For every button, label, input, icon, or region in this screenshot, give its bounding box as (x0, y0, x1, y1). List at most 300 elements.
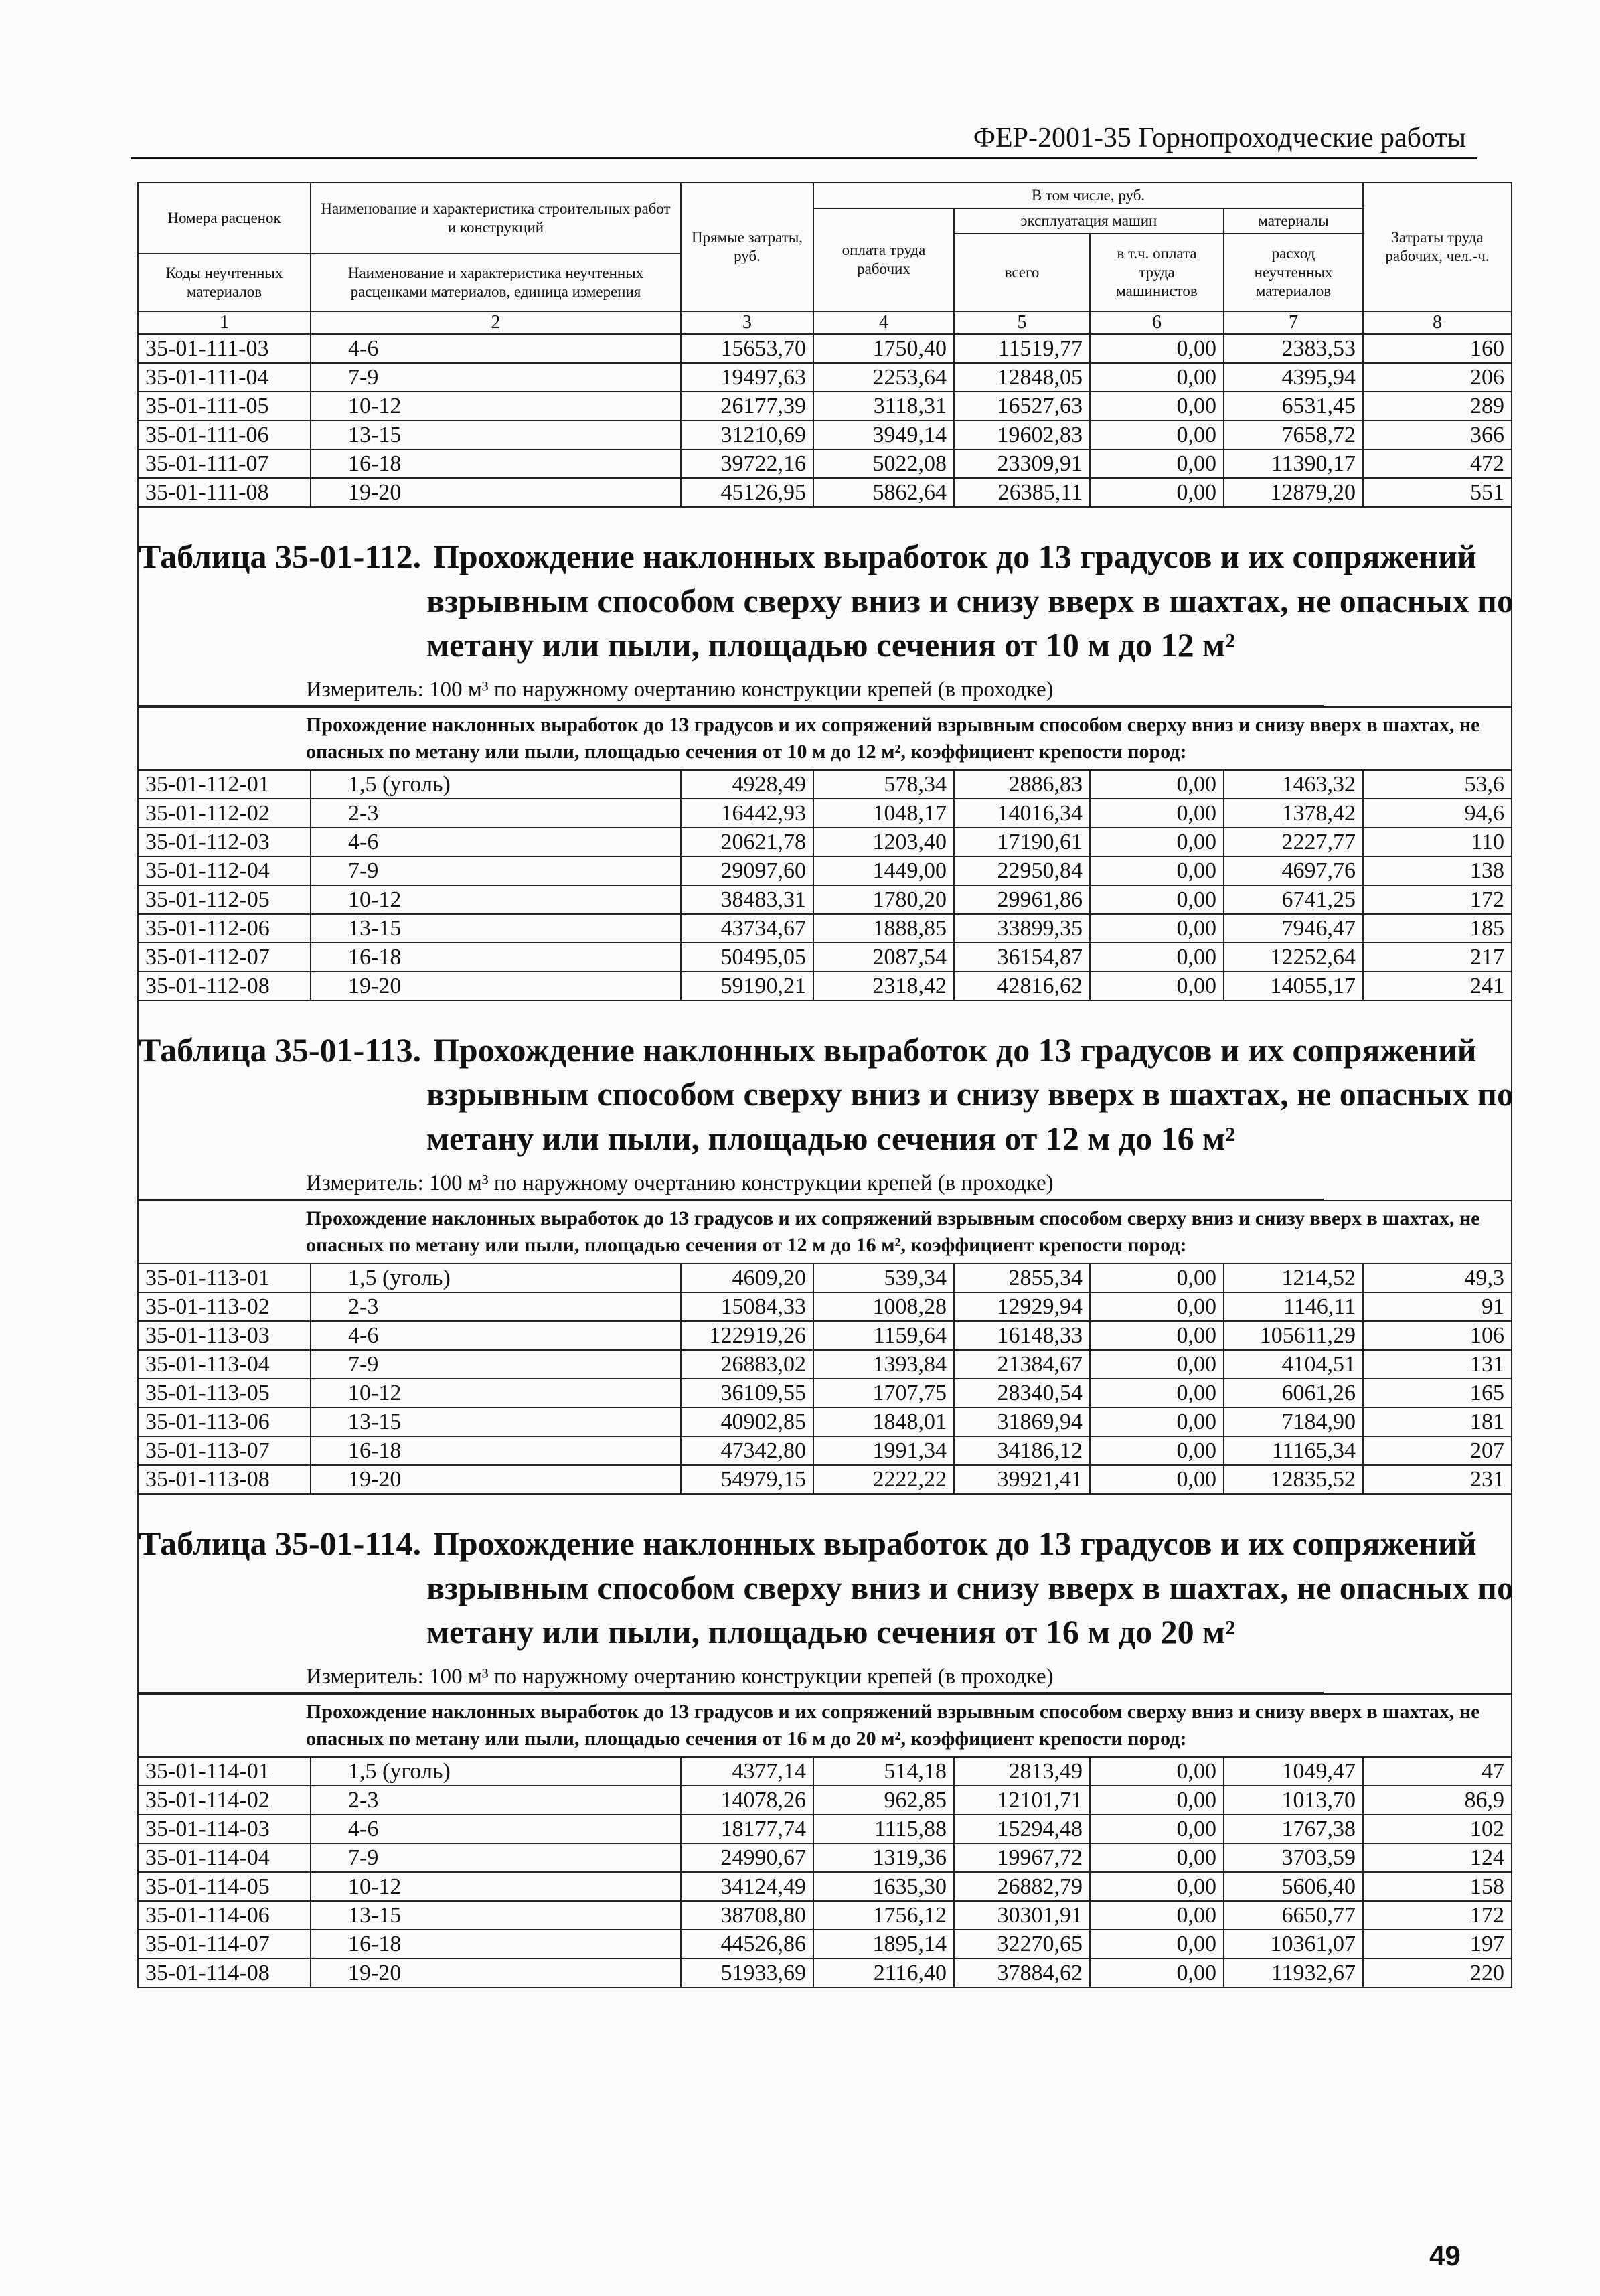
header-rasc-nums: Номера расценок (138, 183, 311, 254)
direct-costs-cell: 34124,49 (681, 1872, 813, 1901)
direct-costs-cell: 26883,02 (681, 1350, 813, 1379)
rate-code-cell: 35-01-111-08 (138, 478, 311, 507)
machines-pay-cell: 0,00 (1090, 1815, 1224, 1843)
machines-total-cell: 32270,65 (954, 1930, 1090, 1959)
pay-workers-cell: 539,34 (813, 1264, 954, 1292)
table-row (138, 856, 1512, 885)
machines-total-cell: 15294,48 (954, 1815, 1090, 1843)
direct-costs-cell: 20621,78 (681, 828, 813, 856)
rate-code-cell: 35-01-111-05 (138, 392, 311, 420)
machines-total-cell: 12848,05 (954, 363, 1090, 392)
title-line-1: Прохождение наклонных выработок до 13 градусов и их сопряжений (433, 1525, 1477, 1562)
section-description: Прохождение наклонных выработок до 13 градусов и их сопряжений взрывным способом сверху вниз и снизу вверх в шахтах, не опасных по метану или пыли, площадью сечения от 10 м до 12 м², коэффициент крепости пород: (138, 707, 1512, 770)
header-name-works: Наименование и характеристика строительных работ и конструкций (311, 183, 681, 254)
machines-pay-cell: 0,00 (1090, 1264, 1224, 1292)
work-name-cell: 2-3 (311, 1786, 681, 1815)
pay-workers-cell: 1635,30 (813, 1872, 954, 1901)
materials-cell: 1378,42 (1224, 799, 1363, 828)
machines-pay-cell: 0,00 (1090, 1379, 1224, 1407)
table-row (138, 363, 1512, 392)
labor-cell: 241 (1363, 972, 1512, 1000)
header-machines-incl: в т.ч. оплата труда машинистов (1090, 234, 1224, 311)
machines-pay-cell: 0,00 (1090, 856, 1224, 885)
direct-costs-cell: 51933,69 (681, 1959, 813, 1987)
machines-total-cell: 19967,72 (954, 1843, 1090, 1872)
labor-cell: 172 (1363, 885, 1512, 914)
description-row (138, 707, 1512, 770)
machines-pay-cell: 0,00 (1090, 828, 1224, 856)
pay-workers-cell: 2116,40 (813, 1959, 954, 1987)
page-number: 49 (1429, 2240, 1461, 2271)
header-incl: В том числе, руб. (813, 183, 1363, 208)
materials-cell: 14055,17 (1224, 972, 1363, 1000)
work-name-cell: 16-18 (311, 1930, 681, 1959)
materials-cell: 3703,59 (1224, 1843, 1363, 1872)
work-name-cell: 7-9 (311, 363, 681, 392)
rate-code-cell: 35-01-113-01 (138, 1264, 311, 1292)
work-name-cell: 4-6 (311, 1321, 681, 1350)
direct-costs-cell: 43734,67 (681, 914, 813, 943)
work-name-cell: 2-3 (311, 1292, 681, 1321)
title-line-1: Прохождение наклонных выработок до 13 градусов и их сопряжений (433, 1031, 1477, 1069)
rate-code-cell: 35-01-113-05 (138, 1379, 311, 1407)
labor-cell: 160 (1363, 334, 1512, 363)
rate-code-cell: 35-01-111-06 (138, 420, 311, 449)
header-materials-sub: расход неучтенных материалов (1224, 234, 1363, 311)
materials-cell: 7184,90 (1224, 1407, 1363, 1436)
machines-total-cell: 22950,84 (954, 856, 1090, 885)
labor-cell: 49,3 (1363, 1264, 1512, 1292)
labor-cell: 53,6 (1363, 770, 1512, 799)
direct-costs-cell: 54979,15 (681, 1465, 813, 1494)
materials-cell: 105611,29 (1224, 1321, 1363, 1350)
measure-unit: Измеритель: 100 м³ по наружному очертанию конструкции крепей (в проходке) (139, 1665, 1324, 1693)
column-number-row (138, 311, 1512, 334)
direct-costs-cell: 15084,33 (681, 1292, 813, 1321)
work-name-cell: 13-15 (311, 1901, 681, 1930)
table-row (138, 392, 1512, 420)
table-body (138, 334, 1512, 1987)
table-row (138, 334, 1512, 363)
labor-cell: 131 (1363, 1350, 1512, 1379)
labor-cell: 289 (1363, 392, 1512, 420)
machines-pay-cell: 0,00 (1090, 1321, 1224, 1350)
machines-pay-cell: 0,00 (1090, 1407, 1224, 1436)
rate-code-cell: 35-01-111-03 (138, 334, 311, 363)
machines-pay-cell: 0,00 (1090, 1930, 1224, 1959)
machines-pay-cell: 0,00 (1090, 449, 1224, 478)
direct-costs-cell: 18177,74 (681, 1815, 813, 1843)
pay-workers-cell: 1780,20 (813, 885, 954, 914)
labor-cell: 217 (1363, 943, 1512, 972)
table-row (138, 1379, 1512, 1407)
table-header (138, 183, 1512, 334)
pay-workers-cell: 1203,40 (813, 828, 954, 856)
labor-cell: 172 (1363, 1901, 1512, 1930)
rate-code-cell: 35-01-114-05 (138, 1872, 311, 1901)
machines-total-cell: 11519,77 (954, 334, 1090, 363)
description-row (138, 1201, 1512, 1264)
machines-pay-cell: 0,00 (1090, 1465, 1224, 1494)
work-name-cell: 10-12 (311, 1379, 681, 1407)
direct-costs-cell: 50495,05 (681, 943, 813, 972)
machines-total-cell: 30301,91 (954, 1901, 1090, 1930)
direct-costs-cell: 31210,69 (681, 420, 813, 449)
labor-cell: 181 (1363, 1407, 1512, 1436)
rate-code-cell: 35-01-112-03 (138, 828, 311, 856)
title-line-2: взрывным способом сверху вниз и снизу вверх в шахтах, не опасных по (426, 582, 1514, 619)
work-name-cell: 13-15 (311, 1407, 681, 1436)
table-row (138, 1843, 1512, 1872)
labor-cell: 165 (1363, 1379, 1512, 1407)
table-row (138, 972, 1512, 1000)
work-name-cell: 13-15 (311, 420, 681, 449)
rate-code-cell: 35-01-113-02 (138, 1292, 311, 1321)
table-section-title (138, 1000, 1512, 1201)
work-name-cell: 16-18 (311, 943, 681, 972)
pay-workers-cell: 1888,85 (813, 914, 954, 943)
section-title (139, 1521, 1514, 1654)
pay-workers-cell: 514,18 (813, 1757, 954, 1786)
direct-costs-cell: 4928,49 (681, 770, 813, 799)
work-name-cell: 4-6 (311, 1815, 681, 1843)
labor-cell: 110 (1363, 828, 1512, 856)
section-description: Прохождение наклонных выработок до 13 градусов и их сопряжений взрывным способом сверху вниз и снизу вверх в шахтах, не опасных по метану или пыли, площадью сечения от 12 м до 16 м², коэффициент крепости пород: (138, 1201, 1512, 1264)
rate-code-cell: 35-01-112-01 (138, 770, 311, 799)
work-name-cell: 19-20 (311, 972, 681, 1000)
materials-cell: 4104,51 (1224, 1350, 1363, 1379)
column-number: 1 (138, 311, 311, 334)
pay-workers-cell: 3949,14 (813, 420, 954, 449)
machines-total-cell: 26385,11 (954, 478, 1090, 507)
labor-cell: 207 (1363, 1436, 1512, 1465)
materials-cell: 12252,64 (1224, 943, 1363, 972)
direct-costs-cell: 40902,85 (681, 1407, 813, 1436)
machines-total-cell: 16527,63 (954, 392, 1090, 420)
direct-costs-cell: 15653,70 (681, 334, 813, 363)
labor-cell: 91 (1363, 1292, 1512, 1321)
rate-code-cell: 35-01-111-04 (138, 363, 311, 392)
machines-pay-cell: 0,00 (1090, 770, 1224, 799)
section-heading-cell (138, 507, 1512, 707)
machines-total-cell: 12929,94 (954, 1292, 1090, 1321)
materials-cell: 7658,72 (1224, 420, 1363, 449)
table-row (138, 1815, 1512, 1843)
pay-workers-cell: 1756,12 (813, 1901, 954, 1930)
machines-pay-cell: 0,00 (1090, 1757, 1224, 1786)
rate-code-cell: 35-01-111-07 (138, 449, 311, 478)
materials-cell: 6061,26 (1224, 1379, 1363, 1407)
materials-cell: 7946,47 (1224, 914, 1363, 943)
materials-cell: 4395,94 (1224, 363, 1363, 392)
labor-cell: 551 (1363, 478, 1512, 507)
machines-pay-cell: 0,00 (1090, 363, 1224, 392)
rate-code-cell: 35-01-114-07 (138, 1930, 311, 1959)
header-direct-costs: Прямые затраты, руб. (681, 183, 813, 311)
pay-workers-cell: 1991,34 (813, 1436, 954, 1465)
work-name-cell: 10-12 (311, 392, 681, 420)
section-title (139, 534, 1514, 667)
labor-cell: 47 (1363, 1757, 1512, 1786)
table-section-title (138, 507, 1512, 707)
title-line-3: метану или пыли, площадью сечения от 12 м до 16 м² (426, 1120, 1236, 1157)
direct-costs-cell: 16442,93 (681, 799, 813, 828)
table-row (138, 478, 1512, 507)
pay-workers-cell: 1750,40 (813, 334, 954, 363)
direct-costs-cell: 24990,67 (681, 1843, 813, 1872)
materials-cell: 11390,17 (1224, 449, 1363, 478)
table-row (138, 943, 1512, 972)
direct-costs-cell: 44526,86 (681, 1930, 813, 1959)
work-name-cell: 1,5 (уголь) (311, 1757, 681, 1786)
direct-costs-cell: 4377,14 (681, 1757, 813, 1786)
table-row (138, 799, 1512, 828)
rate-code-cell: 35-01-112-06 (138, 914, 311, 943)
table-row (138, 1930, 1512, 1959)
table-row (138, 1872, 1512, 1901)
direct-costs-cell: 4609,20 (681, 1264, 813, 1292)
machines-total-cell: 16148,33 (954, 1321, 1090, 1350)
table-row (138, 449, 1512, 478)
rate-code-cell: 35-01-112-02 (138, 799, 311, 828)
column-number: 8 (1363, 311, 1512, 334)
table-row (138, 1407, 1512, 1436)
rate-code-cell: 35-01-114-03 (138, 1815, 311, 1843)
labor-cell: 94,6 (1363, 799, 1512, 828)
pay-workers-cell: 2318,42 (813, 972, 954, 1000)
pay-workers-cell: 1393,84 (813, 1350, 954, 1379)
rate-code-cell: 35-01-114-04 (138, 1843, 311, 1872)
machines-total-cell: 36154,87 (954, 943, 1090, 972)
labor-cell: 86,9 (1363, 1786, 1512, 1815)
labor-cell: 102 (1363, 1815, 1512, 1843)
direct-costs-cell: 38708,80 (681, 1901, 813, 1930)
rate-code-cell: 35-01-113-07 (138, 1436, 311, 1465)
labor-cell: 472 (1363, 449, 1512, 478)
table-row (138, 1321, 1512, 1350)
section-description: Прохождение наклонных выработок до 13 градусов и их сопряжений взрывным способом сверху вниз и снизу вверх в шахтах, не опасных по метану или пыли, площадью сечения от 16 м до 20 м², коэффициент крепости пород: (138, 1694, 1512, 1757)
description-row (138, 1694, 1512, 1757)
work-name-cell: 1,5 (уголь) (311, 1264, 681, 1292)
table-number: Таблица 35-01-112. (139, 538, 422, 575)
materials-cell: 11932,67 (1224, 1959, 1363, 1987)
labor-cell: 366 (1363, 420, 1512, 449)
machines-total-cell: 2813,49 (954, 1757, 1090, 1786)
work-name-cell: 7-9 (311, 856, 681, 885)
machines-total-cell: 39921,41 (954, 1465, 1090, 1494)
materials-cell: 4697,76 (1224, 856, 1363, 885)
table-row (138, 1264, 1512, 1292)
materials-cell: 1463,32 (1224, 770, 1363, 799)
direct-costs-cell: 45126,95 (681, 478, 813, 507)
pay-workers-cell: 2253,64 (813, 363, 954, 392)
table-row (138, 1901, 1512, 1930)
table-row (138, 914, 1512, 943)
header-labor: Затраты труда рабочих, чел.-ч. (1363, 183, 1512, 311)
work-name-cell: 16-18 (311, 1436, 681, 1465)
materials-cell: 6650,77 (1224, 1901, 1363, 1930)
rate-code-cell: 35-01-113-08 (138, 1465, 311, 1494)
machines-pay-cell: 0,00 (1090, 972, 1224, 1000)
machines-total-cell: 14016,34 (954, 799, 1090, 828)
labor-cell: 197 (1363, 1930, 1512, 1959)
column-number: 6 (1090, 311, 1224, 334)
work-name-cell: 4-6 (311, 828, 681, 856)
work-name-cell: 1,5 (уголь) (311, 770, 681, 799)
materials-cell: 1214,52 (1224, 1264, 1363, 1292)
labor-cell: 106 (1363, 1321, 1512, 1350)
labor-cell: 206 (1363, 363, 1512, 392)
machines-pay-cell: 0,00 (1090, 914, 1224, 943)
table-row (138, 420, 1512, 449)
work-name-cell: 19-20 (311, 1465, 681, 1494)
machines-total-cell: 34186,12 (954, 1436, 1090, 1465)
machines-total-cell: 28340,54 (954, 1379, 1090, 1407)
materials-cell: 6741,25 (1224, 885, 1363, 914)
direct-costs-cell: 26177,39 (681, 392, 813, 420)
table-row (138, 1959, 1512, 1987)
pay-workers-cell: 5862,64 (813, 478, 954, 507)
labor-cell: 124 (1363, 1843, 1512, 1872)
table-row (138, 1786, 1512, 1815)
machines-total-cell: 29961,86 (954, 885, 1090, 914)
section-heading-cell (138, 1494, 1512, 1694)
work-name-cell: 10-12 (311, 885, 681, 914)
header-materials: материалы (1224, 208, 1363, 234)
table-row (138, 1292, 1512, 1321)
pay-workers-cell: 1048,17 (813, 799, 954, 828)
direct-costs-cell: 29097,60 (681, 856, 813, 885)
work-name-cell: 7-9 (311, 1350, 681, 1379)
work-name-cell: 10-12 (311, 1872, 681, 1901)
table-number: Таблица 35-01-114. (139, 1525, 422, 1562)
table-number: Таблица 35-01-113. (139, 1031, 422, 1069)
machines-total-cell: 2886,83 (954, 770, 1090, 799)
materials-cell: 10361,07 (1224, 1930, 1363, 1959)
materials-cell: 6531,45 (1224, 392, 1363, 420)
materials-cell: 12879,20 (1224, 478, 1363, 507)
machines-pay-cell: 0,00 (1090, 392, 1224, 420)
labor-cell: 220 (1363, 1959, 1512, 1987)
column-number: 7 (1224, 311, 1363, 334)
table-row (138, 885, 1512, 914)
direct-costs-cell: 39722,16 (681, 449, 813, 478)
pay-workers-cell: 1008,28 (813, 1292, 954, 1321)
rate-code-cell: 35-01-113-06 (138, 1407, 311, 1436)
header-name-materials: Наименование и характеристика неучтенных расценками материалов, единица измерения (311, 254, 681, 311)
machines-pay-cell: 0,00 (1090, 1292, 1224, 1321)
title-line-2: взрывным способом сверху вниз и снизу вверх в шахтах, не опасных по (426, 1075, 1514, 1113)
title-line-2: взрывным способом сверху вниз и снизу вверх в шахтах, не опасных по (426, 1569, 1514, 1606)
machines-total-cell: 33899,35 (954, 914, 1090, 943)
pay-workers-cell: 1895,14 (813, 1930, 954, 1959)
column-number: 3 (681, 311, 813, 334)
work-name-cell: 2-3 (311, 799, 681, 828)
work-name-cell: 4-6 (311, 334, 681, 363)
table-row (138, 828, 1512, 856)
materials-cell: 2383,53 (1224, 334, 1363, 363)
rate-code-cell: 35-01-114-06 (138, 1901, 311, 1930)
pay-workers-cell: 2087,54 (813, 943, 954, 972)
title-line-1: Прохождение наклонных выработок до 13 градусов и их сопряжений (433, 538, 1477, 575)
machines-total-cell: 21384,67 (954, 1350, 1090, 1379)
direct-costs-cell: 38483,31 (681, 885, 813, 914)
rate-code-cell: 35-01-112-05 (138, 885, 311, 914)
machines-pay-cell: 0,00 (1090, 1843, 1224, 1872)
measure-unit: Измеритель: 100 м³ по наружному очертанию конструкции крепей (в проходке) (139, 1171, 1324, 1200)
pay-workers-cell: 3118,31 (813, 392, 954, 420)
table-row (138, 1436, 1512, 1465)
labor-cell: 185 (1363, 914, 1512, 943)
pay-workers-cell: 1159,64 (813, 1321, 954, 1350)
machines-total-cell: 12101,71 (954, 1786, 1090, 1815)
materials-cell: 1049,47 (1224, 1757, 1363, 1786)
header-machines: эксплуатация машин (954, 208, 1224, 234)
machines-total-cell: 42816,62 (954, 972, 1090, 1000)
rate-code-cell: 35-01-113-03 (138, 1321, 311, 1350)
machines-pay-cell: 0,00 (1090, 1350, 1224, 1379)
materials-cell: 2227,77 (1224, 828, 1363, 856)
work-name-cell: 16-18 (311, 449, 681, 478)
direct-costs-cell: 59190,21 (681, 972, 813, 1000)
column-number: 2 (311, 311, 681, 334)
materials-cell: 1767,38 (1224, 1815, 1363, 1843)
machines-total-cell: 19602,83 (954, 420, 1090, 449)
pay-workers-cell: 2222,22 (813, 1465, 954, 1494)
machines-total-cell: 17190,61 (954, 828, 1090, 856)
direct-costs-cell: 122919,26 (681, 1321, 813, 1350)
machines-pay-cell: 0,00 (1090, 1959, 1224, 1987)
pay-workers-cell: 1319,36 (813, 1843, 954, 1872)
rate-code-cell: 35-01-114-02 (138, 1786, 311, 1815)
direct-costs-cell: 19497,63 (681, 363, 813, 392)
table-row (138, 770, 1512, 799)
machines-pay-cell: 0,00 (1090, 1901, 1224, 1930)
table-section-title (138, 1494, 1512, 1694)
header-machines-total: всего (954, 234, 1090, 311)
materials-cell: 1013,70 (1224, 1786, 1363, 1815)
section-title (139, 1028, 1514, 1160)
materials-cell: 12835,52 (1224, 1465, 1363, 1494)
machines-pay-cell: 0,00 (1090, 1872, 1224, 1901)
machines-pay-cell: 0,00 (1090, 885, 1224, 914)
header-pay-workers: оплата труда рабочих (813, 208, 954, 311)
title-line-3: метану или пыли, площадью сечения от 10 м до 12 м² (426, 626, 1236, 664)
rate-code-cell: 35-01-113-04 (138, 1350, 311, 1379)
rate-code-cell: 35-01-114-08 (138, 1959, 311, 1987)
work-name-cell: 19-20 (311, 478, 681, 507)
table-row (138, 1757, 1512, 1786)
machines-pay-cell: 0,00 (1090, 943, 1224, 972)
machines-pay-cell: 0,00 (1090, 1436, 1224, 1465)
rate-code-cell: 35-01-112-07 (138, 943, 311, 972)
direct-costs-cell: 36109,55 (681, 1379, 813, 1407)
machines-pay-cell: 0,00 (1090, 420, 1224, 449)
column-number: 5 (954, 311, 1090, 334)
machines-total-cell: 31869,94 (954, 1407, 1090, 1436)
materials-cell: 5606,40 (1224, 1872, 1363, 1901)
title-line-3: метану или пыли, площадью сечения от 16 м до 20 м² (426, 1613, 1236, 1651)
rate-code-cell: 35-01-112-08 (138, 972, 311, 1000)
machines-total-cell: 26882,79 (954, 1872, 1090, 1901)
header-rule (131, 157, 1477, 159)
machines-pay-cell: 0,00 (1090, 799, 1224, 828)
pay-workers-cell: 1707,75 (813, 1379, 954, 1407)
pay-workers-cell: 1449,00 (813, 856, 954, 885)
machines-pay-cell: 0,00 (1090, 1786, 1224, 1815)
materials-cell: 1146,11 (1224, 1292, 1363, 1321)
header-codes: Коды неучтенных материалов (138, 254, 311, 311)
